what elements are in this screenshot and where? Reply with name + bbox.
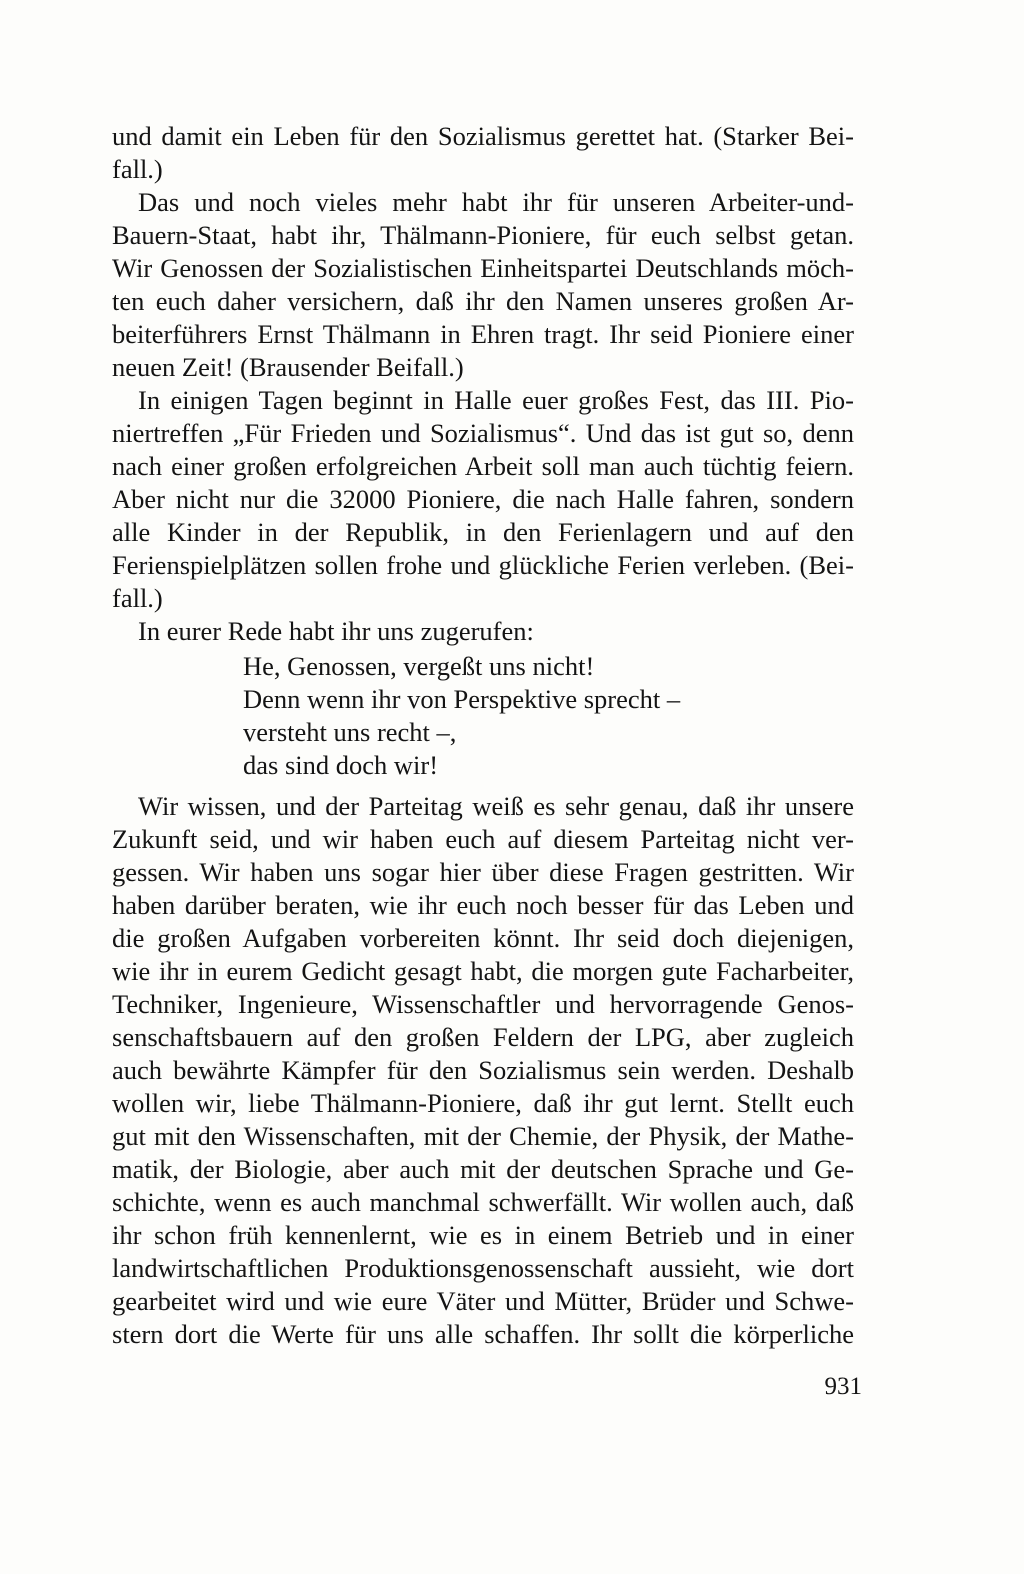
poem-line: Denn wenn ihr von Perspektive sprecht – [243, 684, 681, 714]
text-line: neuen Zeit! (Brausender Beifall.) [112, 352, 464, 382]
text-line: gut mit den Wissenschaften, mit der Chemie, der Physik, der Mathe- [112, 1121, 854, 1151]
poem-line: versteht uns recht –, [243, 717, 457, 747]
text-line: senschaftsbauern auf den großen Feldern der LPG, aber zugleich [112, 1022, 854, 1052]
text-line: landwirtschaftlichen Produktionsgenossenschaft aussieht, wie dort [112, 1253, 854, 1283]
text-line: matik, der Biologie, aber auch mit der deutschen Sprache und Ge- [112, 1154, 854, 1184]
text-line: ten euch daher versichern, daß ihr den Namen unseres großen Ar- [112, 286, 854, 316]
text-line: schichte, wenn es auch manchmal schwerfällt. Wir wollen auch, daß [112, 1187, 854, 1217]
text-line: gessen. Wir haben uns sogar hier über diese Fragen gestritten. Wir [112, 857, 854, 887]
poem-line: das sind doch wir! [243, 750, 439, 780]
text-line: In eurer Rede habt ihr uns zugerufen: [138, 616, 534, 646]
text-line: fall.) [112, 583, 163, 613]
text-line: gearbeitet wird und wie eure Väter und Mütter, Brüder und Schwe- [112, 1286, 854, 1316]
text-line: Wir Genossen der Sozialistischen Einheitspartei Deutschlands möch- [112, 253, 854, 283]
text-line: In einigen Tagen beginnt in Halle euer großes Fest, das III. Pio- [138, 385, 854, 415]
text-line: Wir wissen, und der Parteitag weiß es sehr genau, daß ihr unsere [138, 791, 854, 821]
text-line: Das und noch vieles mehr habt ihr für unseren Arbeiter-und- [138, 187, 854, 217]
text-line: stern dort die Werte für uns alle schaffen. Ihr sollt die körperliche [112, 1319, 854, 1349]
text-line: haben darüber beraten, wie ihr euch noch besser für das Leben und [112, 890, 854, 920]
text-line: Techniker, Ingenieure, Wissenschaftler und hervorragende Genos- [112, 989, 854, 1019]
poem-line: He, Genossen, vergeßt uns nicht! [243, 651, 595, 681]
text-line: beiterführers Ernst Thälmann in Ehren tragt. Ihr seid Pioniere einer [112, 319, 854, 349]
text-line: Aber nicht nur die 32000 Pioniere, die nach Halle fahren, sondern [112, 484, 854, 514]
text-line: Zukunft seid, und wir haben euch auf diesem Parteitag nicht ver- [112, 824, 854, 854]
page-number: 931 [824, 1373, 862, 1400]
text-line: nach einer großen erfolgreichen Arbeit soll man auch tüchtig feiern. [112, 451, 854, 481]
text-line: fall.) [112, 154, 163, 184]
text-line: wollen wir, liebe Thälmann-Pioniere, daß ihr gut lernt. Stellt euch [112, 1088, 854, 1118]
text-line: Ferienspielplätzen sollen frohe und glückliche Ferien verleben. (Bei- [112, 550, 854, 580]
text-line: die großen Aufgaben vorbereiten könnt. Ihr seid doch diejenigen, [112, 923, 854, 953]
text-line: niertreffen „Für Frieden und Sozialismus“. Und das ist gut so, denn [112, 418, 854, 448]
text-line: Bauern-Staat, habt ihr, Thälmann-Pioniere, für euch selbst getan. [112, 220, 854, 250]
text-line: auch bewährte Kämpfer für den Sozialismus sein werden. Deshalb [112, 1055, 854, 1085]
text-line: und damit ein Leben für den Sozialismus gerettet hat. (Starker Bei- [112, 121, 854, 151]
text-line: alle Kinder in der Republik, in den Ferienlagern und auf den [112, 517, 854, 547]
text-line: ihr schon früh kennenlernt, wie es in einem Betrieb und in einer [112, 1220, 854, 1250]
text-line: wie ihr in eurem Gedicht gesagt habt, die morgen gute Facharbeiter, [112, 956, 854, 986]
